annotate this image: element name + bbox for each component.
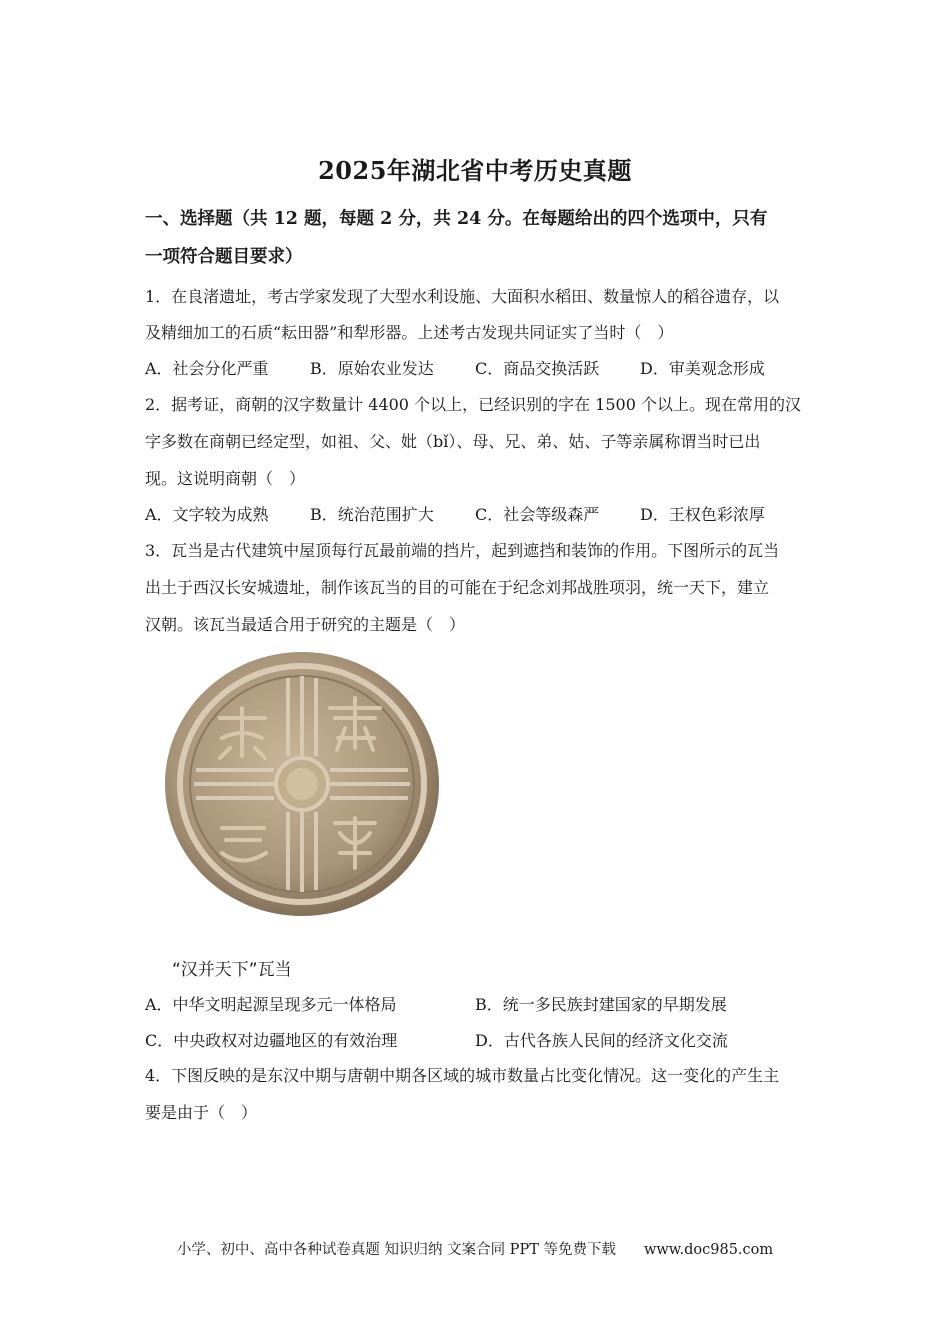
- page-footer: [0, 1238, 950, 1259]
- question-3-option-a[interactable]: A．中华文明起源呈现多元一体格局: [145, 995, 397, 1014]
- page-title: 2025年湖北省中考历史真题: [318, 156, 632, 185]
- question-1-option-b[interactable]: B．原始农业发达: [310, 359, 434, 378]
- question-3-line-3: 汉朝。该瓦当最适合用于研究的主题是（ ）: [145, 615, 466, 634]
- roof-tile-image: [160, 648, 445, 920]
- question-1-option-c[interactable]: C．商品交换活跃: [475, 359, 600, 378]
- section-heading-line2: 一项符合题目要求）: [145, 247, 303, 267]
- question-3-option-b[interactable]: B．统一多民族封建国家的早期发展: [475, 995, 727, 1014]
- question-2-line-3: 现。这说明商朝（ ）: [145, 469, 306, 488]
- question-4-line-2: 要是由于（ ）: [145, 1103, 258, 1122]
- image-caption: “汉并天下”瓦当: [172, 960, 292, 980]
- question-2-option-c[interactable]: C．社会等级森严: [475, 505, 600, 524]
- section-heading: [145, 200, 815, 276]
- question-3-option-c[interactable]: C．中央政权对边疆地区的有效治理: [145, 1031, 398, 1050]
- question-2-option-a[interactable]: A．文字较为成熟: [145, 505, 269, 524]
- question-3-options-row-2: [145, 1028, 728, 1051]
- question-1-line-1: 1．在良渚遗址，考古学家发现了大型水利设施、大面积水稻田、数量惊人的稻谷遗存，以: [145, 287, 780, 306]
- question-3-line-2: 出土于西汉长安城遗址，制作该瓦当的目的可能在于纪念刘邦战胜项羽，统一天下，建立: [145, 578, 770, 597]
- question-3-options-row-1: [145, 992, 727, 1015]
- footer-url[interactable]: www.doc985.com: [643, 1242, 774, 1258]
- question-2-line-1: 2．据考证，商朝的汉字数量计 4400 个以上，已经识别的字在 1500 个以上。现在常用的汉: [145, 395, 801, 414]
- question-3-line-1: 3．瓦当是古代建筑中屋顶每行瓦最前端的挡片，起到遮挡和装饰的作用。下图所示的瓦当: [145, 541, 780, 560]
- question-1-option-a[interactable]: A．社会分化严重: [145, 359, 269, 378]
- question-4-line-1: 4．下图反映的是东汉中期与唐朝中期各区域的城市数量占比变化情况。这一变化的产生主: [145, 1066, 780, 1085]
- question-1-option-d[interactable]: D．审美观念形成: [640, 359, 765, 378]
- question-1-options: [145, 356, 765, 379]
- section-heading-line1: 一、选择题（共 12 题，每题 2 分，共 24 分。在每题给出的四个选项中，只有: [145, 209, 768, 229]
- question-2-line-2: 字多数在商朝已经定型，如祖、父、妣（bǐ）、母、兄、弟、姑、子等亲属称谓当时已出: [145, 432, 761, 451]
- question-2-options: [145, 502, 765, 525]
- question-2-option-d[interactable]: D．王权色彩浓厚: [640, 505, 765, 524]
- question-3-option-d[interactable]: D．古代各族人民间的经济文化交流: [475, 1031, 728, 1050]
- question-2-option-b[interactable]: B．统治范围扩大: [310, 505, 434, 524]
- footer-text: 小学、初中、高中各种试卷真题 知识归纳 文案合同 PPT 等免费下载: [176, 1242, 616, 1258]
- question-1-line-2: 及精细加工的石质“耘田器”和犁形器。上述考古发现共同证实了当时（ ）: [145, 323, 674, 342]
